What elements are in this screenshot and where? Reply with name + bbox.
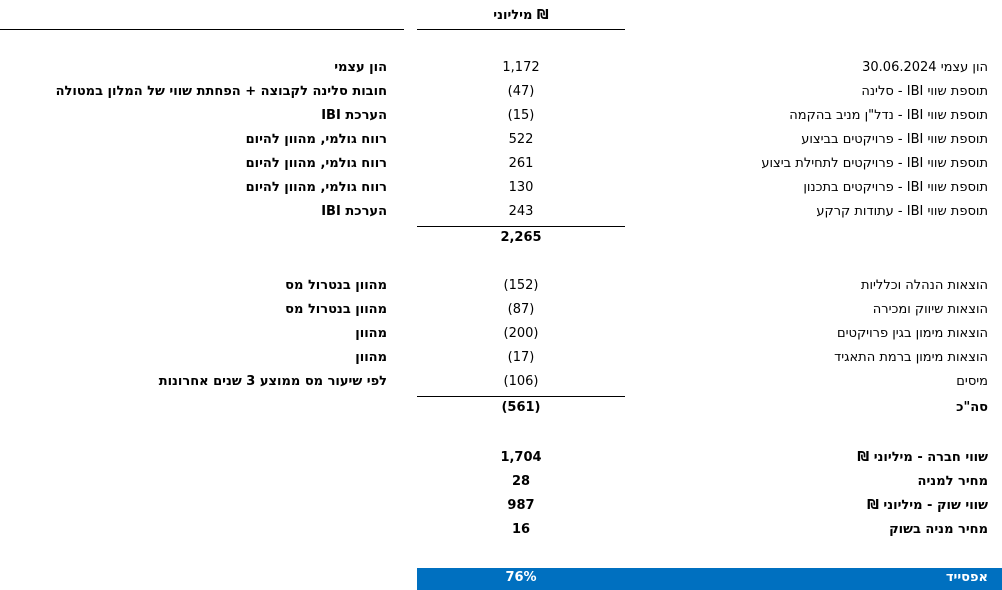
row-value: (17) (507, 350, 535, 365)
upside-bar (417, 568, 1002, 590)
row-note: מהוון (355, 326, 387, 341)
row-label: הוצאות מימון ברמת התאגיד (834, 350, 988, 365)
summary-row (0, 498, 1002, 518)
left-rule (0, 29, 404, 30)
row-value: 522 (508, 132, 534, 147)
summary-row (0, 522, 1002, 542)
table-row (0, 132, 1002, 152)
row-note: רווח גולמי, מהוון להיום (245, 132, 387, 147)
subtotal-value: 2,265 (500, 230, 542, 245)
summary-value: 16 (511, 522, 531, 537)
row-label: הוצאות מימון בגין פרויקטים (837, 326, 988, 341)
table-row (0, 180, 1002, 200)
table-row (0, 278, 1002, 298)
table-row (0, 350, 1002, 370)
row-label: מיסים (956, 374, 988, 389)
row-label: תוספת שווי IBI - סלינה (861, 84, 988, 99)
upside-value: 76% (505, 570, 537, 585)
row-note: חובות סלינה לקבוצה + הפחתת שווי של המלון במטולה (55, 84, 387, 99)
row-value: (200) (503, 326, 539, 341)
summary-row (0, 474, 1002, 494)
row-note: מהוון בנטרול מס (285, 302, 387, 317)
row-label: תוספת שווי IBI - פרויקטים לתחילת ביצוע (761, 156, 988, 171)
total-row (0, 400, 1002, 420)
row-note: הערכת IBI (321, 204, 387, 219)
row-note: מהוון בנטרול מס (285, 278, 387, 293)
row-label: תוספת שווי IBI - נדל"ן מניב בהקמה (789, 108, 988, 123)
row-value: 1,172 (502, 60, 540, 75)
row-value: (15) (507, 108, 535, 123)
row-value: (87) (507, 302, 535, 317)
summary-label: שווי שוק - מיליוני ₪ (867, 498, 988, 513)
summary-row (0, 450, 1002, 470)
summary-label: מחיר מניה בשוק (889, 522, 988, 537)
total-label: סה"כ (956, 400, 988, 415)
row-value: (47) (507, 84, 535, 99)
table-row (0, 326, 1002, 346)
summary-value: 987 (507, 498, 535, 513)
summary-value: 1,704 (500, 450, 542, 465)
table-row (0, 108, 1002, 128)
table-row (0, 60, 1002, 80)
header-rule (417, 29, 625, 30)
table-row (0, 204, 1002, 224)
table-row (0, 374, 1002, 394)
total-value: (561) (501, 400, 541, 415)
column-header: מיליוני ₪ (493, 8, 549, 23)
subtotal-rule (417, 226, 625, 227)
table-row (0, 84, 1002, 104)
row-note: הערכת IBI (321, 108, 387, 123)
total-rule (417, 396, 625, 397)
summary-value: 28 (511, 474, 531, 489)
row-note: הון עצמי (334, 60, 387, 75)
row-label: תוספת שווי IBI - פרויקטים בביצוע (801, 132, 988, 147)
row-label: הוצאות שיווק ומכירה (872, 302, 988, 317)
table-row (0, 156, 1002, 176)
row-value: 243 (508, 204, 534, 219)
row-value: 261 (508, 156, 534, 171)
row-label: הוצאות הנהלה וכלליות (860, 278, 988, 293)
row-note: מהוון (355, 350, 387, 365)
row-note: רווח גולמי, מהוון להיום (245, 180, 387, 195)
subtotal-row (0, 230, 1002, 250)
summary-label: מחיר למניה (917, 474, 988, 489)
row-label: הון עצמי 30.06.2024 (862, 60, 988, 75)
row-value: (152) (503, 278, 539, 293)
table-row (0, 302, 1002, 322)
row-value: 130 (508, 180, 534, 195)
summary-label: שווי חברה - מיליוני ₪ (857, 450, 988, 465)
upside-label: אפסייד (945, 570, 988, 585)
row-note: לפי שיעור מס ממוצע 3 שנים אחרונות (158, 374, 387, 389)
row-value: (106) (503, 374, 539, 389)
row-note: רווח גולמי, מהוון להיום (245, 156, 387, 171)
row-label: תוספת שווי IBI - פרויקטים בתכנון (803, 180, 988, 195)
row-label: תוספת שווי IBI - עתודות קרקע (816, 204, 988, 219)
